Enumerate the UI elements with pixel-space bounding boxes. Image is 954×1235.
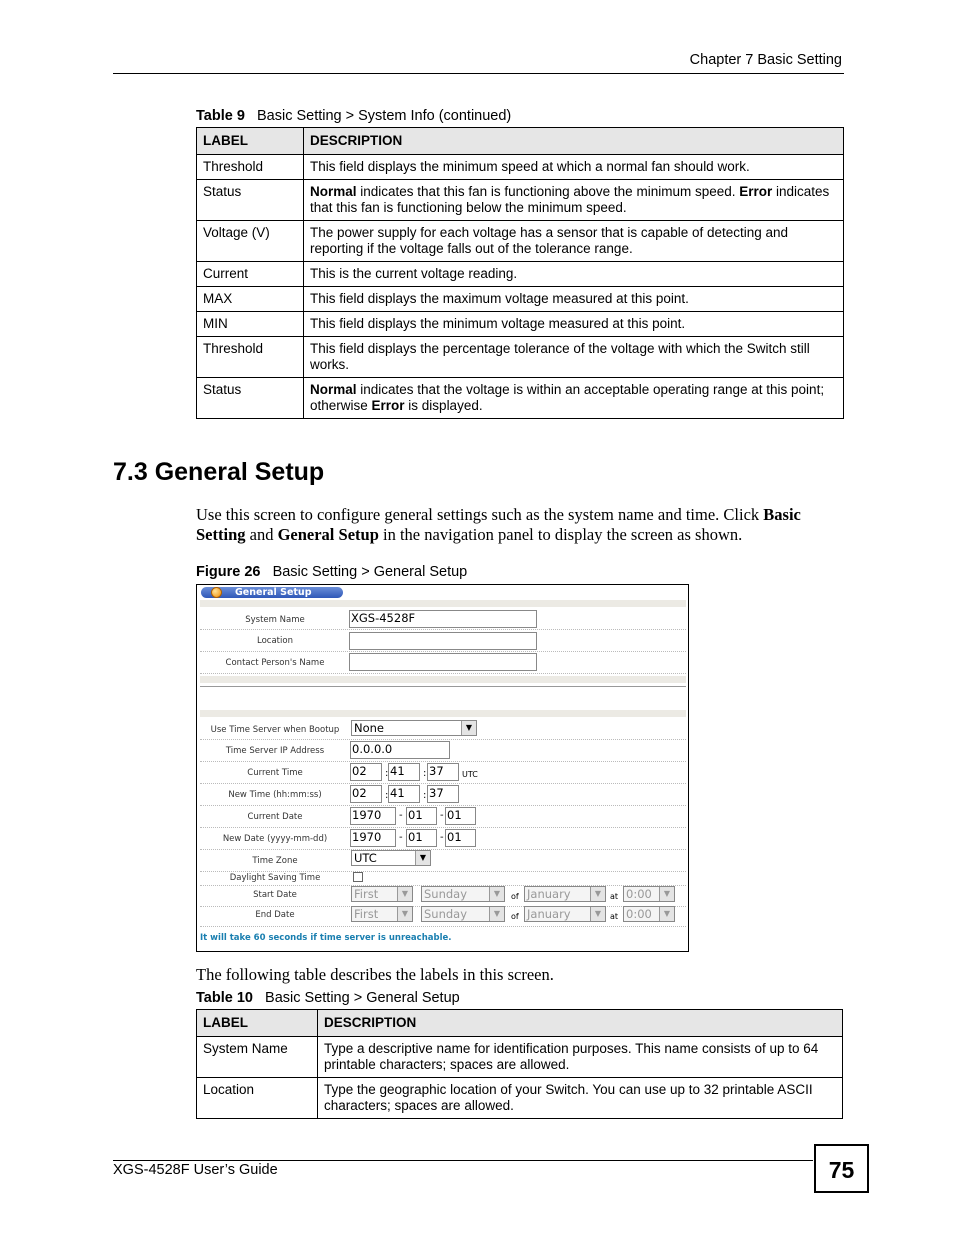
utc-suffix: UTC	[462, 770, 478, 779]
new-minute-input[interactable]: 41	[388, 785, 420, 803]
start-week-select[interactable]: First ▼	[351, 886, 413, 902]
start-date-label: Start Date	[253, 890, 297, 900]
footer-rule	[113, 1160, 813, 1161]
current-day: 01	[445, 807, 476, 825]
table-row	[197, 262, 844, 287]
table9-header-row	[197, 128, 844, 155]
page-number: 75	[814, 1144, 869, 1193]
row-label: MAX	[197, 287, 304, 312]
location-input[interactable]	[349, 632, 537, 650]
time-zone-label: Time Zone	[252, 856, 298, 866]
current-date-label: Current Date	[247, 812, 303, 822]
current-hour: 02	[350, 763, 382, 781]
table9-caption	[196, 108, 511, 124]
table10-col-label: LABEL	[197, 1010, 318, 1037]
row-label: Voltage (V)	[197, 221, 304, 262]
end-month-select[interactable]: January ▼	[524, 906, 606, 922]
row-desc: This is the current voltage reading.	[304, 262, 844, 287]
dropdown-arrow-icon: ▼	[415, 851, 430, 865]
row-desc: Normal indicates that this fan is functioning above the minimum speed. Error indicates that this fan is functioning below the minimum speed.	[304, 180, 844, 221]
start-hour-select[interactable]: 0:00 ▼	[623, 886, 675, 902]
end-week-select[interactable]: First ▼	[351, 906, 413, 922]
form-row	[200, 850, 686, 872]
system-name-input[interactable]: XGS-4528F	[349, 610, 537, 628]
new-year-input[interactable]: 1970	[350, 829, 396, 847]
time-ip-label: Time Server IP Address	[225, 746, 325, 756]
table9-caption-num: Table 9	[196, 108, 245, 124]
contact-input[interactable]	[349, 653, 537, 671]
intro-paragraph: Use this screen to configure general settings such as the system name and time. Click Basic Setting and General Setup in the navigation panel to display the screen as shown.	[196, 505, 801, 544]
table-intro: The following table describes the labels in this screen.	[196, 965, 554, 984]
chapter-header: Chapter 7 Basic Setting	[689, 52, 842, 68]
end-hour-select[interactable]: 0:00 ▼	[623, 906, 675, 922]
form-row	[200, 871, 686, 886]
system-name-label: System Name	[245, 615, 305, 625]
section-heading: 7.3 General Setup	[113, 458, 325, 486]
time-server-select[interactable]: None ▼	[351, 720, 477, 736]
row-label: Current	[197, 262, 304, 287]
row-label: Threshold	[197, 155, 304, 180]
row-desc: The power supply for each voltage has a sensor that is capable of detecting and reporting if the voltage falls out of the tolerance range.	[304, 221, 844, 262]
current-time-label: Current Time	[247, 768, 303, 778]
table10-caption	[196, 990, 460, 1006]
table-row	[197, 312, 844, 337]
row-desc: This field displays the minimum speed at which a normal fan should work.	[304, 155, 844, 180]
table10-col-desc: DESCRIPTION	[318, 1010, 843, 1037]
table-row	[197, 378, 844, 419]
location-label: Location	[257, 636, 293, 646]
table-row	[197, 1037, 843, 1078]
table-row	[197, 180, 844, 221]
section-strip	[200, 676, 686, 683]
table-row	[197, 1078, 843, 1119]
table-row	[197, 155, 844, 180]
new-time-label: New Time (hh:mm:ss)	[228, 790, 322, 800]
dropdown-arrow-icon: ▼	[461, 721, 476, 735]
title-bullet-icon	[211, 587, 222, 598]
figure-caption-text: Basic Setting > General Setup	[272, 564, 468, 580]
table10-caption-num: Table 10	[196, 990, 253, 1006]
start-month-select[interactable]: January ▼	[524, 886, 606, 902]
end-date-label: End Date	[255, 910, 295, 920]
figure-caption	[196, 564, 467, 580]
row-label: System Name	[197, 1037, 318, 1078]
row-desc: This field displays the maximum voltage measured at this point.	[304, 287, 844, 312]
row-desc: This field displays the percentage tolerance of the voltage with which the Switch still works.	[304, 337, 844, 378]
new-day-input[interactable]: 01	[445, 829, 476, 847]
table10-header-row	[197, 1010, 843, 1037]
row-desc: Normal indicates that the voltage is within an acceptable operating range at this point; otherwise Error is displayed.	[304, 378, 844, 419]
row-desc: Type a descriptive name for identification purposes. This name consists of up to 64 printable characters; spaces are allowed.	[318, 1037, 843, 1078]
screen-title: General Setup	[235, 587, 312, 598]
table10-caption-text: Basic Setting > General Setup	[265, 990, 460, 1006]
table-row	[197, 287, 844, 312]
table9	[196, 127, 844, 419]
new-hour-input[interactable]: 02	[350, 785, 382, 803]
section-divider	[200, 686, 686, 687]
current-month: 01	[406, 807, 437, 825]
table10	[196, 1009, 843, 1119]
timeout-note: It will take 60 seconds if time server is unreachable.	[200, 933, 452, 943]
contact-label: Contact Person's Name	[225, 658, 325, 668]
row-desc: Type the geographic location of your Switch. You can use up to 32 printable ASCII characters; spaces are allowed.	[318, 1078, 843, 1119]
row-desc: This field displays the minimum voltage measured at this point.	[304, 312, 844, 337]
dst-checkbox[interactable]	[353, 872, 363, 882]
figure-caption-num: Figure 26	[196, 564, 261, 580]
end-day-select[interactable]: Sunday ▼	[421, 906, 505, 922]
new-second-input[interactable]: 37	[427, 785, 459, 803]
time-ip-input[interactable]: 0.0.0.0	[350, 741, 450, 759]
time-zone-select[interactable]: UTC ▼	[351, 850, 431, 866]
new-date-label: New Date (yyyy-mm-dd)	[222, 834, 328, 844]
row-label: Location	[197, 1078, 318, 1119]
section-strip	[200, 710, 686, 717]
row-label: MIN	[197, 312, 304, 337]
header-rule	[113, 73, 844, 74]
section-strip	[200, 600, 686, 607]
time-server-label: Use Time Server when Bootup	[210, 725, 340, 735]
current-second: 37	[427, 763, 459, 781]
table-row	[197, 337, 844, 378]
row-label: Status	[197, 180, 304, 221]
new-month-input[interactable]: 01	[406, 829, 437, 847]
footer-guide: XGS-4528F User’s Guide	[113, 1162, 278, 1178]
dst-label: Daylight Saving Time	[229, 873, 321, 883]
table9-col-desc: DESCRIPTION	[304, 128, 844, 155]
table9-caption-text: Basic Setting > System Info (continued)	[256, 108, 512, 124]
general-setup-screenshot: General Setup System Name XGS-4528F Location Contact Person's Name Use Time Server when Bootup None ▼ Time Server IP Address 0.0.0.0 Current Time 02 : 41 : 37 UTC New Time (hh:mm:ss) 02 : 41 : 37 Current Date 1970 - 01 - 01 New Date (yyyy-mm-dd) 1970 - 01 - 01 Time Zone UTC ▼ Daylight Saving Time Start Date First ▼ Sunday ▼ of January ▼ at 0:00 ▼ End Date First ▼ Sunday ▼ of January ▼ at 0:00 ▼ It will take 60 seconds if time server is unreachable.	[196, 584, 689, 952]
current-minute: 41	[388, 763, 420, 781]
current-year: 1970	[350, 807, 396, 825]
row-label: Threshold	[197, 337, 304, 378]
start-day-select[interactable]: Sunday ▼	[421, 886, 505, 902]
row-label: Status	[197, 378, 304, 419]
table9-col-label: LABEL	[197, 128, 304, 155]
table-row	[197, 221, 844, 262]
